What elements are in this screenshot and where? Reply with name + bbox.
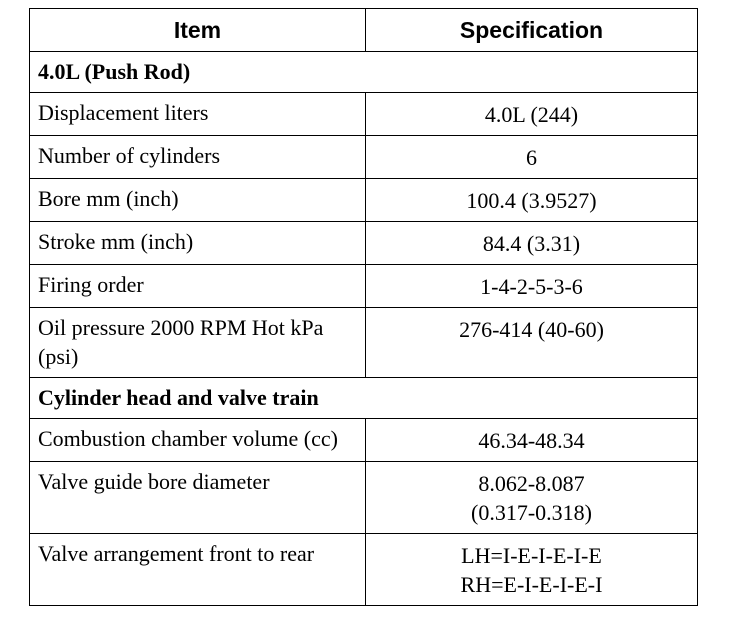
table-row (30, 265, 698, 308)
specification-cell (366, 419, 698, 462)
header-item: Item (30, 9, 366, 52)
item-cell: Stroke mm (inch) (30, 222, 366, 265)
specification-cell (366, 308, 698, 378)
table-row (30, 534, 698, 606)
table-row (30, 222, 698, 265)
specification-value: 46.34-48.34 (478, 428, 585, 453)
table-row (30, 136, 698, 179)
table-row (30, 179, 698, 222)
item-cell: Bore mm (inch) (30, 179, 366, 222)
specification-value: 276-414 (40-60) (459, 317, 604, 342)
specification-cell (366, 93, 698, 136)
specification-value: LH=I-E-I-E-I-E (461, 543, 602, 568)
item-cell: Combustion chamber volume (cc) (30, 419, 366, 462)
item-cell: Oil pressure 2000 RPM Hot kPa (psi) (30, 308, 366, 378)
section-title: Cylinder head and valve train (30, 378, 698, 419)
specification-cell (366, 179, 698, 222)
specification-cell (366, 222, 698, 265)
item-cell: Number of cylinders (30, 136, 366, 179)
specification-cell (366, 534, 698, 606)
table-row (30, 93, 698, 136)
specification-value: 84.4 (3.31) (482, 231, 581, 256)
specification-cell (366, 462, 698, 534)
specification-value: 8.062-8.087 (478, 471, 585, 496)
specification-value: RH=E-I-E-I-E-I (460, 572, 603, 597)
item-cell: Valve guide bore diameter (30, 462, 366, 534)
specification-value: 100.4 (3.9527) (466, 188, 597, 213)
specification-value: (0.317-0.318) (471, 500, 592, 525)
item-cell: Valve arrangement front to rear (30, 534, 366, 606)
item-cell: Displacement liters (30, 93, 366, 136)
table-row (30, 419, 698, 462)
table-body (30, 52, 698, 606)
specification-value: 1-4-2-5-3-6 (480, 274, 583, 299)
section-title: 4.0L (Push Rod) (30, 52, 698, 93)
header-specification: Specification (366, 9, 698, 52)
specification-table (29, 8, 698, 606)
table-row (30, 462, 698, 534)
specification-value: 6 (526, 145, 537, 170)
section-row (30, 52, 698, 93)
specification-value: 4.0L (244) (484, 102, 579, 127)
header-row (30, 9, 698, 52)
section-row (30, 378, 698, 419)
specification-cell (366, 265, 698, 308)
item-cell: Firing order (30, 265, 366, 308)
table-header (30, 9, 698, 52)
specification-cell (366, 136, 698, 179)
table-row (30, 308, 698, 378)
